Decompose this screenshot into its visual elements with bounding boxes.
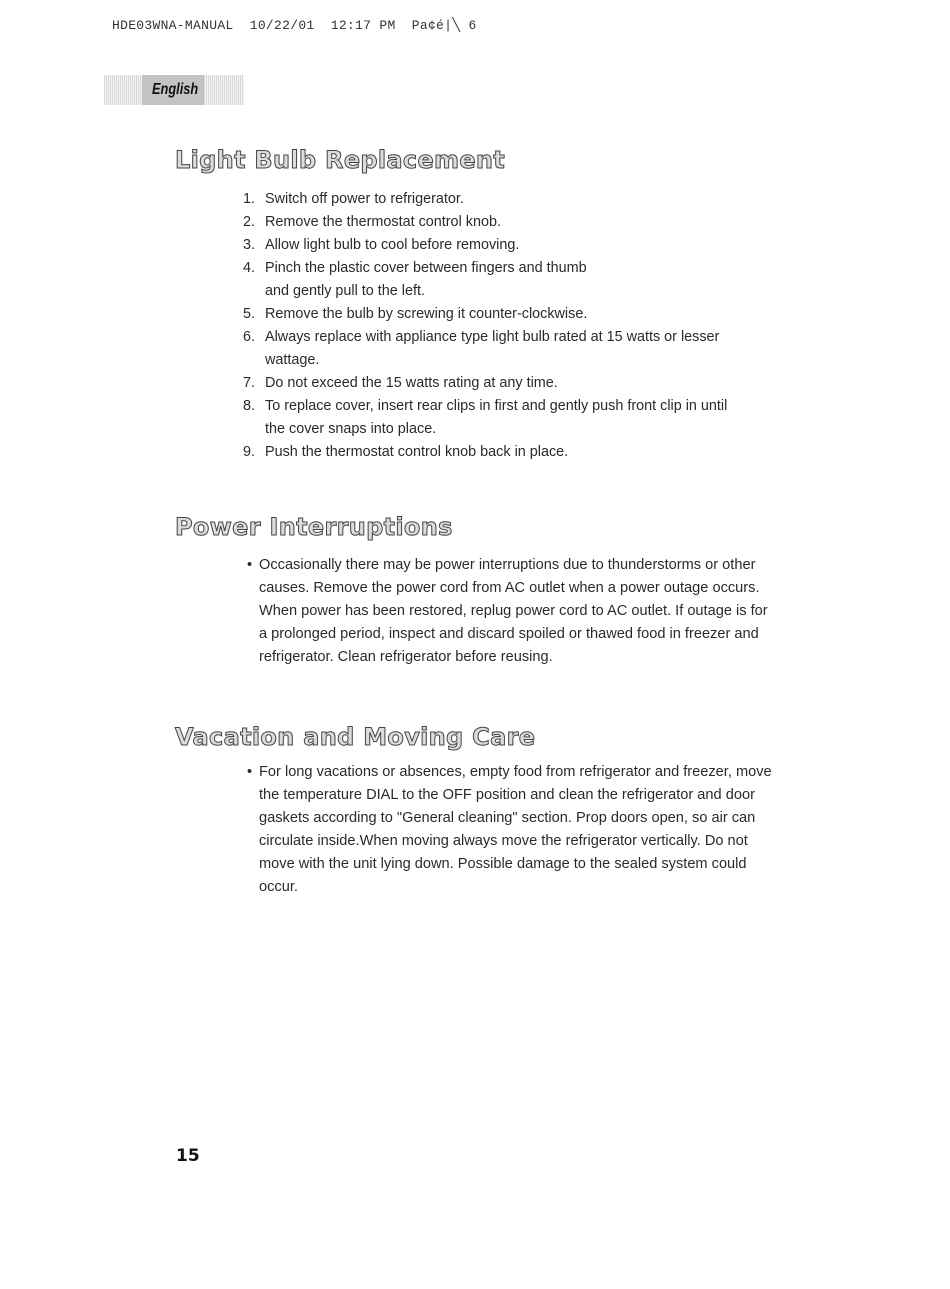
step-item (243, 234, 763, 257)
step-text: Remove the bulb by screwing it counter-clockwise. (265, 306, 588, 322)
light-bulb-steps (243, 188, 763, 464)
step-text: Allow light bulb to cool before removing. (265, 237, 520, 253)
step-number: 9. (243, 444, 256, 460)
step-item (243, 326, 743, 372)
language-tab (104, 75, 244, 105)
step-text: Do not exceed the 15 watts rating at any time. (265, 375, 558, 391)
section-title-vacation-moving: Vacation and Moving Care (175, 723, 536, 751)
step-number: 2. (243, 214, 256, 230)
step-item (243, 441, 763, 464)
step-number: 6. (243, 329, 256, 345)
step-text: To replace cover, insert rear clips in first and gently push front clip in until the cover snaps into place. (265, 398, 728, 437)
print-header: HDE03WNA-MANUAL 10/22/01 12:17 PM Pa¢é|╲ 6 (112, 18, 477, 33)
paragraph-text: For long vacations or absences, empty food from refrigerator and freezer, move the temperature DIAL to the OFF position and clean the refrigerator and door gaskets according to "General cleaning" section. Prop doors open, so air can circulate inside.When moving always move the refrigerator vertically. Do not move with the unit lying down. Possible damage to the sealed system could occur. (259, 764, 772, 895)
power-interruptions-paragraph (247, 554, 777, 669)
bullet-icon: • (247, 557, 253, 573)
step-number: 3. (243, 237, 256, 253)
step-number: 7. (243, 375, 256, 391)
step-text: Switch off power to refrigerator. (265, 191, 464, 207)
step-number: 1. (243, 191, 256, 207)
paragraph-text: Occasionally there may be power interruptions due to thunderstorms or other causes. Remove the power cord from AC outlet when a power outage occurs. When power has been restored, replug power cord to AC outlet. If outage is for a prolonged period, inspect and discard spoiled or thawed food in freezer and refrigerator. Clean refrigerator before reusing. (259, 557, 768, 665)
step-number: 4. (243, 260, 256, 276)
section-title-light-bulb: Light Bulb Replacement (175, 146, 506, 174)
bullet-icon: • (247, 764, 253, 780)
step-text: Push the thermostat control knob back in place. (265, 444, 569, 460)
step-text: Always replace with appliance type light bulb rated at 15 watts or lesser wattage. (265, 329, 720, 368)
step-number: 5. (243, 306, 256, 322)
step-item (243, 211, 763, 234)
step-number: 8. (243, 398, 256, 414)
page-number: 15 (176, 1146, 200, 1166)
step-item (243, 372, 763, 395)
step-item (243, 303, 763, 326)
step-item (243, 257, 600, 303)
language-tab-label: English (152, 81, 199, 98)
step-text: Pinch the plastic cover between fingers and thumb and gently pull to the left. (265, 260, 587, 299)
vacation-moving-paragraph (247, 761, 777, 899)
step-text: Remove the thermostat control knob. (265, 214, 501, 230)
section-title-power-interruptions: Power Interruptions (175, 513, 453, 541)
step-item (243, 188, 763, 211)
step-item (243, 395, 735, 441)
